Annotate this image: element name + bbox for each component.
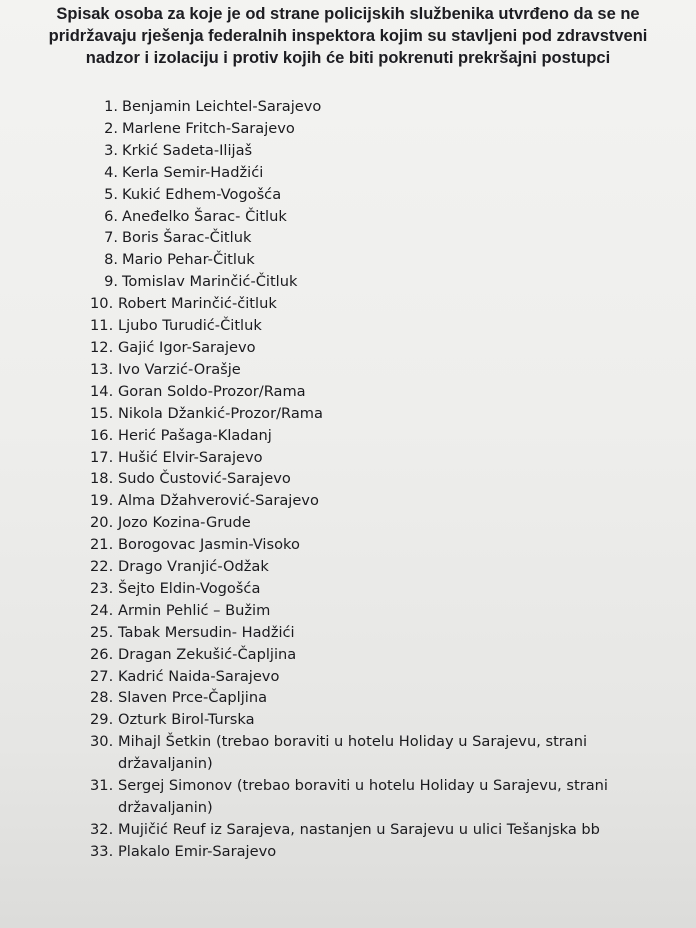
list-item-number: 10. [90, 295, 114, 313]
list-item-number: 22. [90, 558, 114, 576]
list-item [72, 118, 672, 140]
list-item [72, 162, 672, 184]
list-item-number: 5. [104, 185, 118, 203]
list-item-text: Ozturk Birol-Turska [118, 711, 255, 729]
list-item-number: 32. [90, 820, 114, 838]
list-item-text: Mujičić Reuf iz Sarajeva, nastanjen u Sarajevu u ulici Tešanjska bb [118, 820, 600, 838]
list-item-text: Mihajl Šetkin (trebao boraviti u hotelu Holiday u Sarajevu, strani državaljanin) [118, 733, 588, 773]
list-item [72, 315, 672, 337]
list-item-number: 18. [90, 470, 114, 488]
list-item-text: Krkić Sadeta-Ilijaš [122, 141, 253, 159]
list-item-text: Dragan Zekušić-Čapljina [118, 645, 297, 663]
list-item-number: 31. [90, 777, 114, 795]
list-item-text: Gajić Igor-Sarajevo [118, 338, 256, 356]
list-item [72, 184, 672, 206]
list-item-number: 14. [90, 382, 114, 400]
document-title: Spisak osoba za koje je od strane policijskih službenika utvrđeno da se ne pridržavaju rješenja federalnih inspektora kojim su stavljeni pod zdravstveni nadzor i izolaciju i protiv kojih će biti pokrenuti prekršajni postupci [48, 5, 648, 67]
list-item-text: Kerla Semir-Hadžići [122, 163, 264, 181]
list-item-text: Benjamin Leichtel-Sarajevo [122, 98, 322, 115]
list-item-text: Sudo Čustović-Sarajevo [118, 470, 291, 488]
list-item-number: 20. [90, 514, 114, 532]
list-item-text: Mario Pehar-Čitluk [122, 251, 255, 269]
list-item [72, 425, 672, 447]
list-item [72, 578, 672, 600]
list-item-text: Kukić Edhem-Vogošća [122, 185, 282, 203]
list-item-text: Herić Pašaga-Kladanj [118, 426, 272, 444]
list-item [72, 490, 672, 512]
list-item-number: 15. [90, 404, 114, 422]
list-item [72, 512, 672, 534]
list-item-number: 30. [90, 733, 114, 751]
list-item-text: Alma Džahverović-Sarajevo [118, 492, 319, 510]
list-item-text: Sergej Simonov (trebao boraviti u hotelu Holiday u Sarajevu, strani državaljanin) [118, 777, 608, 816]
list-item [72, 403, 672, 425]
list-item-number: 21. [90, 536, 114, 554]
list-item [72, 556, 672, 578]
list-item-text: Ivo Varzić-Orašje [118, 360, 241, 378]
list-item-number: 7. [104, 229, 118, 247]
list-item-text: Jozo Kozina-Grude [118, 514, 251, 532]
list-item-text: Goran Soldo-Prozor/Rama [118, 382, 306, 400]
list-item [72, 337, 672, 359]
list-item [72, 644, 672, 666]
list-item [72, 293, 672, 315]
list-item [72, 271, 672, 293]
list-item [72, 359, 672, 381]
list-item [72, 249, 672, 271]
list-item [72, 468, 672, 490]
list-item-text: Armin Pehlić – Bužim [118, 601, 271, 619]
list-item-number: 33. [90, 842, 114, 860]
list-item-number: 11. [90, 317, 114, 335]
list-item [72, 687, 672, 709]
list-item [72, 666, 672, 688]
list-item-text: Robert Marinčić-čitluk [118, 295, 277, 313]
list-item [72, 381, 672, 403]
list-item [72, 227, 672, 249]
list-item [72, 819, 672, 841]
person-list [72, 96, 672, 863]
list-item-text: Slaven Prce-Čapljina [118, 689, 268, 707]
list-item-text: Ljubo Turudić-Čitluk [118, 317, 262, 335]
list-item-text: Borogovac Jasmin-Visoko [118, 536, 300, 554]
list-item-text: Kadrić Naida-Sarajevo [118, 667, 280, 685]
list-item [72, 731, 672, 775]
list-item [72, 206, 672, 228]
list-item [72, 534, 672, 556]
list-item [72, 96, 672, 118]
list-item-number: 4. [104, 163, 118, 181]
list-item-number: 2. [104, 119, 118, 137]
list-item-number: 27. [90, 667, 114, 685]
list-item [72, 447, 672, 469]
list-item-number: 26. [90, 645, 114, 663]
list-item-text: Boris Šarac-Čitluk [122, 229, 252, 247]
list-item-number: 16. [90, 426, 114, 444]
list-item-number: 3. [104, 141, 118, 159]
list-item-text: Drago Vranjić-Odžak [118, 558, 269, 576]
list-item [72, 709, 672, 731]
list-item [72, 622, 672, 644]
list-item-number: 29. [90, 711, 114, 729]
list-item-number: 17. [90, 448, 114, 466]
list-item-text: Tabak Mersudin- Hadžići [118, 623, 295, 641]
list-item-number: 13. [90, 360, 114, 378]
list-item-number: 28. [90, 689, 114, 707]
list-item-number: 23. [90, 579, 114, 597]
list-item-number: 12. [90, 338, 114, 356]
list-item-text: Šejto Eldin-Vogošća [118, 579, 261, 597]
list-item-number: 9. [104, 273, 118, 291]
list-item-number: 8. [104, 251, 118, 269]
list-item-text: Tomislav Marinčić-Čitluk [122, 273, 298, 291]
list-item-number: 24. [90, 601, 114, 619]
list-item-number: 19. [90, 492, 114, 510]
list-item-text: Hušić Elvir-Sarajevo [118, 448, 263, 466]
list-item [72, 140, 672, 162]
list-item-text: Marlene Fritch-Sarajevo [122, 119, 295, 137]
list-item [72, 841, 672, 863]
list-item [72, 775, 672, 819]
list-item-text: Nikola Džankić-Prozor/Rama [118, 404, 323, 422]
list-item-number: 1. [104, 98, 118, 115]
list-item-number: 25. [90, 623, 114, 641]
list-item-text: Aneđelko Šarac- Čitluk [122, 207, 287, 225]
list-item-number: 6. [104, 207, 118, 225]
list-item [72, 600, 672, 622]
list-item-text: Plakalo Emir-Sarajevo [118, 842, 277, 860]
